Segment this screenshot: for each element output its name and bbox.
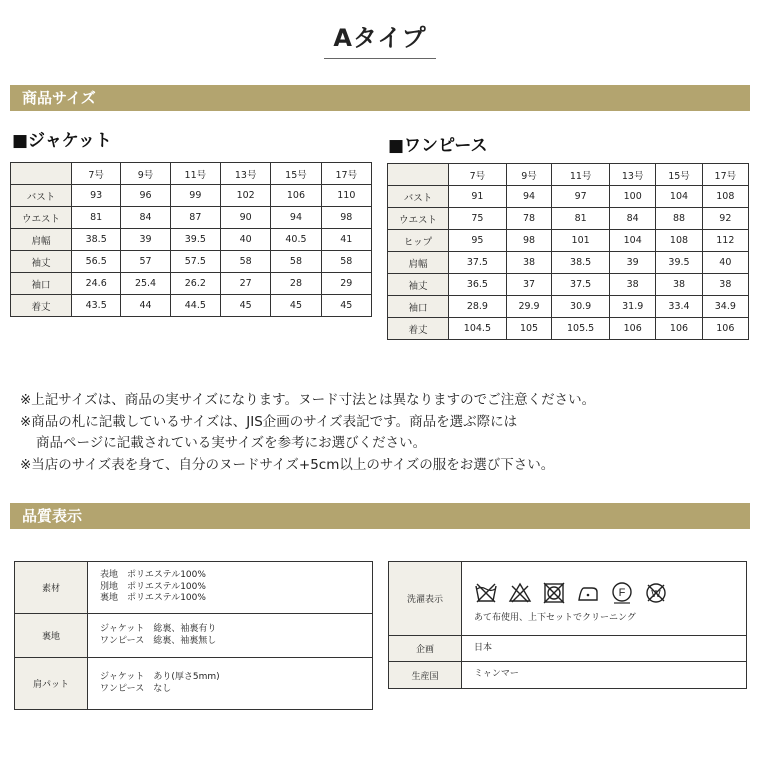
size-cell: 44.5 xyxy=(170,295,220,317)
size-row-label: 肩幅 xyxy=(388,252,449,274)
size-cell: 33.4 xyxy=(656,296,702,318)
size-cell: 98 xyxy=(506,230,551,252)
size-cell: 43.5 xyxy=(72,295,121,317)
size-row-label: 袖丈 xyxy=(388,274,449,296)
size-column-header: 17号 xyxy=(321,163,371,185)
size-cell: 31.9 xyxy=(610,296,656,318)
size-header-row xyxy=(11,163,372,185)
size-cell: 57.5 xyxy=(170,251,220,273)
size-cell: 37 xyxy=(506,274,551,296)
wash-text: あて布使用、上下セットでクリーニング xyxy=(474,612,636,623)
size-cell: 102 xyxy=(221,185,271,207)
size-cell: 84 xyxy=(610,208,656,230)
size-cell: 106 xyxy=(610,318,656,340)
size-row xyxy=(388,318,749,340)
size-column-header: 7号 xyxy=(72,163,121,185)
onepiece-heading: ■ワンピース xyxy=(388,136,488,156)
size-cell: 104 xyxy=(656,186,702,208)
lining-line: ワンピース 総裏、袖裏無し xyxy=(100,635,217,646)
size-cell: 100 xyxy=(610,186,656,208)
size-cell: 97 xyxy=(552,186,610,208)
note-line: ※上記サイズは、商品の実サイズになります。ヌード寸法とは異なりますのでご注意ください。 xyxy=(20,392,596,408)
size-cell: 87 xyxy=(170,207,220,229)
corner-cell xyxy=(11,163,72,185)
no-bleach-icon xyxy=(508,581,532,605)
size-cell: 36.5 xyxy=(449,274,507,296)
size-cell: 95 xyxy=(449,230,507,252)
size-row-label: ウエスト xyxy=(388,208,449,230)
size-cell: 93 xyxy=(72,185,121,207)
size-cell: 57 xyxy=(121,251,170,273)
plan-value: 日本 xyxy=(462,636,747,662)
size-cell: 45 xyxy=(221,295,271,317)
no-hand-wash-icon xyxy=(474,581,498,605)
lining-label: 裏地 xyxy=(15,614,88,658)
size-cell: 88 xyxy=(656,208,702,230)
size-cell: 38 xyxy=(702,274,748,296)
size-cell: 45 xyxy=(321,295,371,317)
size-cell: 58 xyxy=(271,251,321,273)
size-row xyxy=(11,251,372,273)
size-cell: 30.9 xyxy=(552,296,610,318)
size-row-label: 袖口 xyxy=(11,273,72,295)
size-cell: 38 xyxy=(610,274,656,296)
size-cell: 58 xyxy=(221,251,271,273)
note-line: ※商品の札に記載しているサイズは、JIS企画のサイズ表記です。商品を選ぶ際には xyxy=(20,413,518,430)
size-row-label: バスト xyxy=(388,186,449,208)
note-line: 商品ページに記載されている実サイズを参考にお選びください。 xyxy=(36,435,427,451)
care-icons xyxy=(474,581,746,605)
size-cell: 112 xyxy=(702,230,748,252)
no-wet-clean-icon xyxy=(644,581,668,605)
size-cell: 94 xyxy=(506,186,551,208)
size-column-header: 9号 xyxy=(121,163,170,185)
size-row xyxy=(388,230,749,252)
size-row-label: バスト xyxy=(11,185,72,207)
size-cell: 104 xyxy=(610,230,656,252)
size-cell: 25.4 xyxy=(121,273,170,295)
size-row-label: ヒップ xyxy=(388,230,449,252)
size-cell: 29.9 xyxy=(506,296,551,318)
size-cell: 38.5 xyxy=(72,229,121,251)
size-cell: 39.5 xyxy=(170,229,220,251)
material-line: 表地 ポリエステル100% xyxy=(100,570,206,581)
size-cell: 41 xyxy=(321,229,371,251)
jacket-size-table xyxy=(10,162,372,317)
lining-value xyxy=(88,614,373,658)
size-cell: 39.5 xyxy=(656,252,702,274)
size-row xyxy=(388,296,749,318)
no-tumble-dry-icon xyxy=(542,581,566,605)
size-column-header: 11号 xyxy=(552,164,610,186)
iron-low-icon xyxy=(576,581,600,605)
size-column-header: 7号 xyxy=(449,164,507,186)
size-cell: 105 xyxy=(506,318,551,340)
size-cell: 28.9 xyxy=(449,296,507,318)
size-cell: 58 xyxy=(321,251,371,273)
size-cell: 92 xyxy=(702,208,748,230)
size-cell: 91 xyxy=(449,186,507,208)
size-cell: 56.5 xyxy=(72,251,121,273)
size-row xyxy=(388,186,749,208)
size-column-header: 11号 xyxy=(170,163,220,185)
corner-cell xyxy=(388,164,449,186)
size-column-header: 9号 xyxy=(506,164,551,186)
dry-clean-f-icon xyxy=(610,581,634,605)
origin-value: ミャンマー xyxy=(462,662,747,689)
size-header-row xyxy=(388,164,749,186)
shoulder-pad-line: ワンピース なし xyxy=(100,683,172,694)
wash-label: 洗濯表示 xyxy=(389,562,462,636)
plan-label: 企画 xyxy=(389,636,462,662)
size-cell: 78 xyxy=(506,208,551,230)
size-row-label: 袖口 xyxy=(388,296,449,318)
page-title: Aタイプ xyxy=(333,24,427,52)
size-cell: 40 xyxy=(221,229,271,251)
material-value xyxy=(88,562,373,614)
size-cell: 106 xyxy=(656,318,702,340)
material-label: 素材 xyxy=(15,562,88,614)
size-cell: 38 xyxy=(506,252,551,274)
material-line: 裏地 ポリエステル100% xyxy=(100,593,206,604)
section-bar-size: 商品サイズ xyxy=(10,85,750,111)
svg-text:F: F xyxy=(618,586,626,599)
shoulder-pad-value xyxy=(88,658,373,710)
svg-text:W: W xyxy=(651,588,661,600)
size-cell: 101 xyxy=(552,230,610,252)
size-column-header: 13号 xyxy=(221,163,271,185)
size-cell: 29 xyxy=(321,273,371,295)
size-cell: 26.2 xyxy=(170,273,220,295)
size-row-label: 着丈 xyxy=(11,295,72,317)
size-cell: 75 xyxy=(449,208,507,230)
size-row-label: 着丈 xyxy=(388,318,449,340)
size-row xyxy=(11,185,372,207)
size-cell: 98 xyxy=(321,207,371,229)
title-underline xyxy=(324,58,436,59)
care-table xyxy=(388,561,747,689)
size-cell: 105.5 xyxy=(552,318,610,340)
size-cell: 108 xyxy=(702,186,748,208)
size-cell: 96 xyxy=(121,185,170,207)
size-row xyxy=(11,273,372,295)
size-row-label: 袖丈 xyxy=(11,251,72,273)
size-row xyxy=(388,252,749,274)
size-cell: 104.5 xyxy=(449,318,507,340)
size-row-label: 肩幅 xyxy=(11,229,72,251)
size-cell: 37.5 xyxy=(449,252,507,274)
size-cell: 106 xyxy=(271,185,321,207)
size-column-header: 15号 xyxy=(271,163,321,185)
onepiece-size-table xyxy=(387,163,749,340)
size-cell: 24.6 xyxy=(72,273,121,295)
size-cell: 81 xyxy=(552,208,610,230)
size-cell: 27 xyxy=(221,273,271,295)
size-cell: 38.5 xyxy=(552,252,610,274)
size-cell: 110 xyxy=(321,185,371,207)
size-cell: 81 xyxy=(72,207,121,229)
material-line: 別地 ポリエステル100% xyxy=(100,581,206,592)
note-line: ※当店のサイズ表を身て、自分のヌードサイズ+5cm以上のサイズの服をお選び下さい。 xyxy=(20,456,555,473)
size-cell: 28 xyxy=(271,273,321,295)
size-cell: 94 xyxy=(271,207,321,229)
size-row xyxy=(388,208,749,230)
lining-line: ジャケット 総裏、袖裏有り xyxy=(100,624,217,634)
size-cell: 84 xyxy=(121,207,170,229)
size-cell: 38 xyxy=(656,274,702,296)
material-table xyxy=(14,561,373,710)
size-cell: 106 xyxy=(702,318,748,340)
jacket-heading: ■ジャケット xyxy=(12,131,112,151)
size-cell: 90 xyxy=(221,207,271,229)
size-cell: 99 xyxy=(170,185,220,207)
size-cell: 45 xyxy=(271,295,321,317)
size-column-header: 13号 xyxy=(610,164,656,186)
shoulder-pad-label: 肩パット xyxy=(15,658,88,710)
size-cell: 40.5 xyxy=(271,229,321,251)
size-cell: 40 xyxy=(702,252,748,274)
size-notes xyxy=(20,390,595,476)
size-row xyxy=(11,295,372,317)
size-cell: 39 xyxy=(121,229,170,251)
size-row-label: ウエスト xyxy=(11,207,72,229)
size-cell: 44 xyxy=(121,295,170,317)
section-bar-quality: 品質表示 xyxy=(10,503,750,529)
size-column-header: 17号 xyxy=(702,164,748,186)
size-cell: 39 xyxy=(610,252,656,274)
size-row xyxy=(11,229,372,251)
wash-value xyxy=(462,562,747,636)
size-row xyxy=(11,207,372,229)
size-cell: 108 xyxy=(656,230,702,252)
origin-label: 生産国 xyxy=(389,662,462,689)
size-column-header: 15号 xyxy=(656,164,702,186)
shoulder-pad-line: ジャケット あり(厚さ5mm) xyxy=(100,672,220,682)
size-cell: 34.9 xyxy=(702,296,748,318)
size-row xyxy=(388,274,749,296)
size-cell: 37.5 xyxy=(552,274,610,296)
